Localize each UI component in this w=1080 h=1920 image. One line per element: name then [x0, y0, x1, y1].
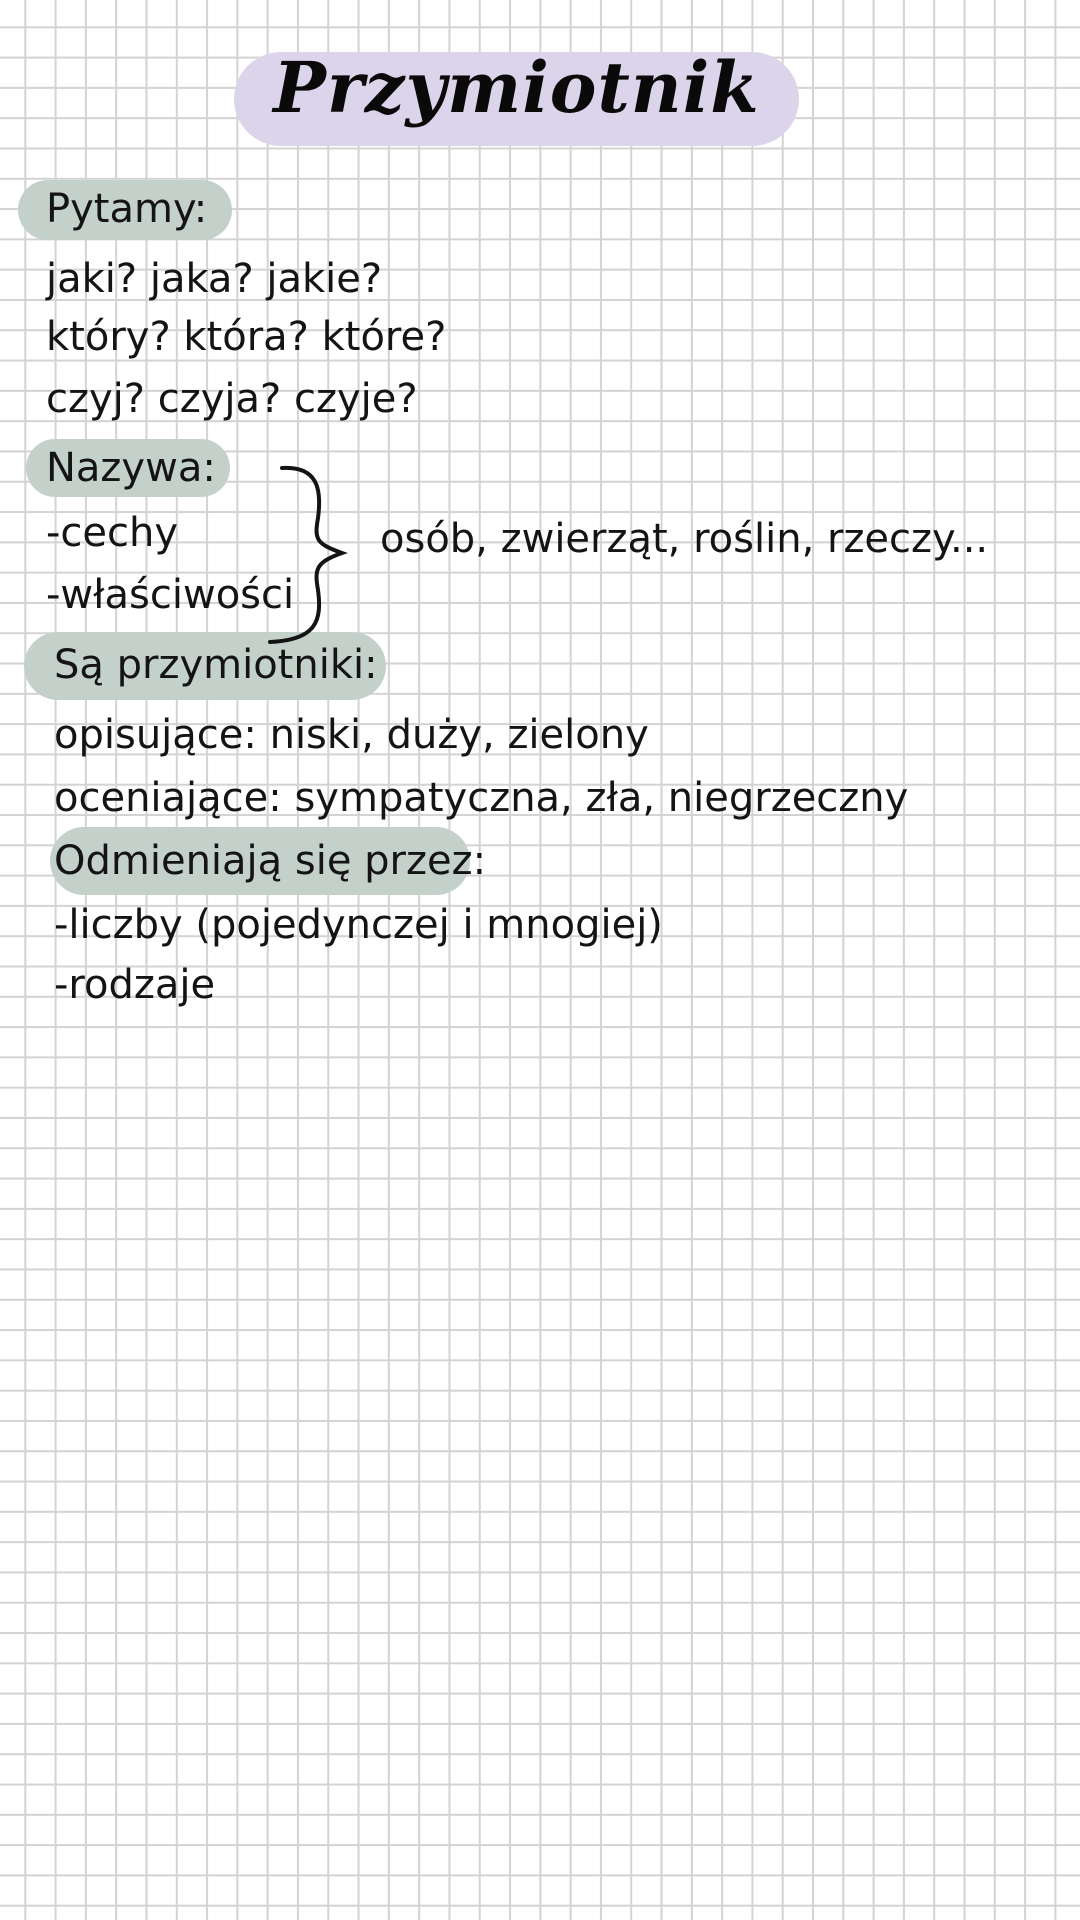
names-target: osób, zwierząt, roślin, rzeczy...	[380, 516, 989, 562]
inflection-item: -rodzaje	[54, 962, 216, 1008]
page-title: Przymiotnik	[273, 45, 760, 129]
questions-heading: Pytamy:	[46, 186, 208, 232]
questions-line: czyj? czyja? czyje?	[46, 376, 418, 422]
inflection-item: -liczby (pojedynczej i mnogiej)	[54, 902, 663, 948]
types-heading: Są przymiotniki:	[54, 642, 378, 688]
questions-line: jaki? jaka? jakie?	[46, 256, 383, 302]
curly-brace-icon	[262, 458, 362, 648]
names-heading: Nazywa:	[46, 445, 216, 491]
types-line: oceniające: sympatyczna, zła, niegrzeczny	[54, 775, 909, 821]
names-item: -właściwości	[46, 572, 295, 618]
inflection-heading: Odmieniają się przez:	[54, 838, 487, 884]
types-line: opisujące: niski, duży, zielony	[54, 712, 649, 758]
questions-line: który? która? które?	[46, 314, 447, 360]
names-item: -cechy	[46, 510, 179, 556]
